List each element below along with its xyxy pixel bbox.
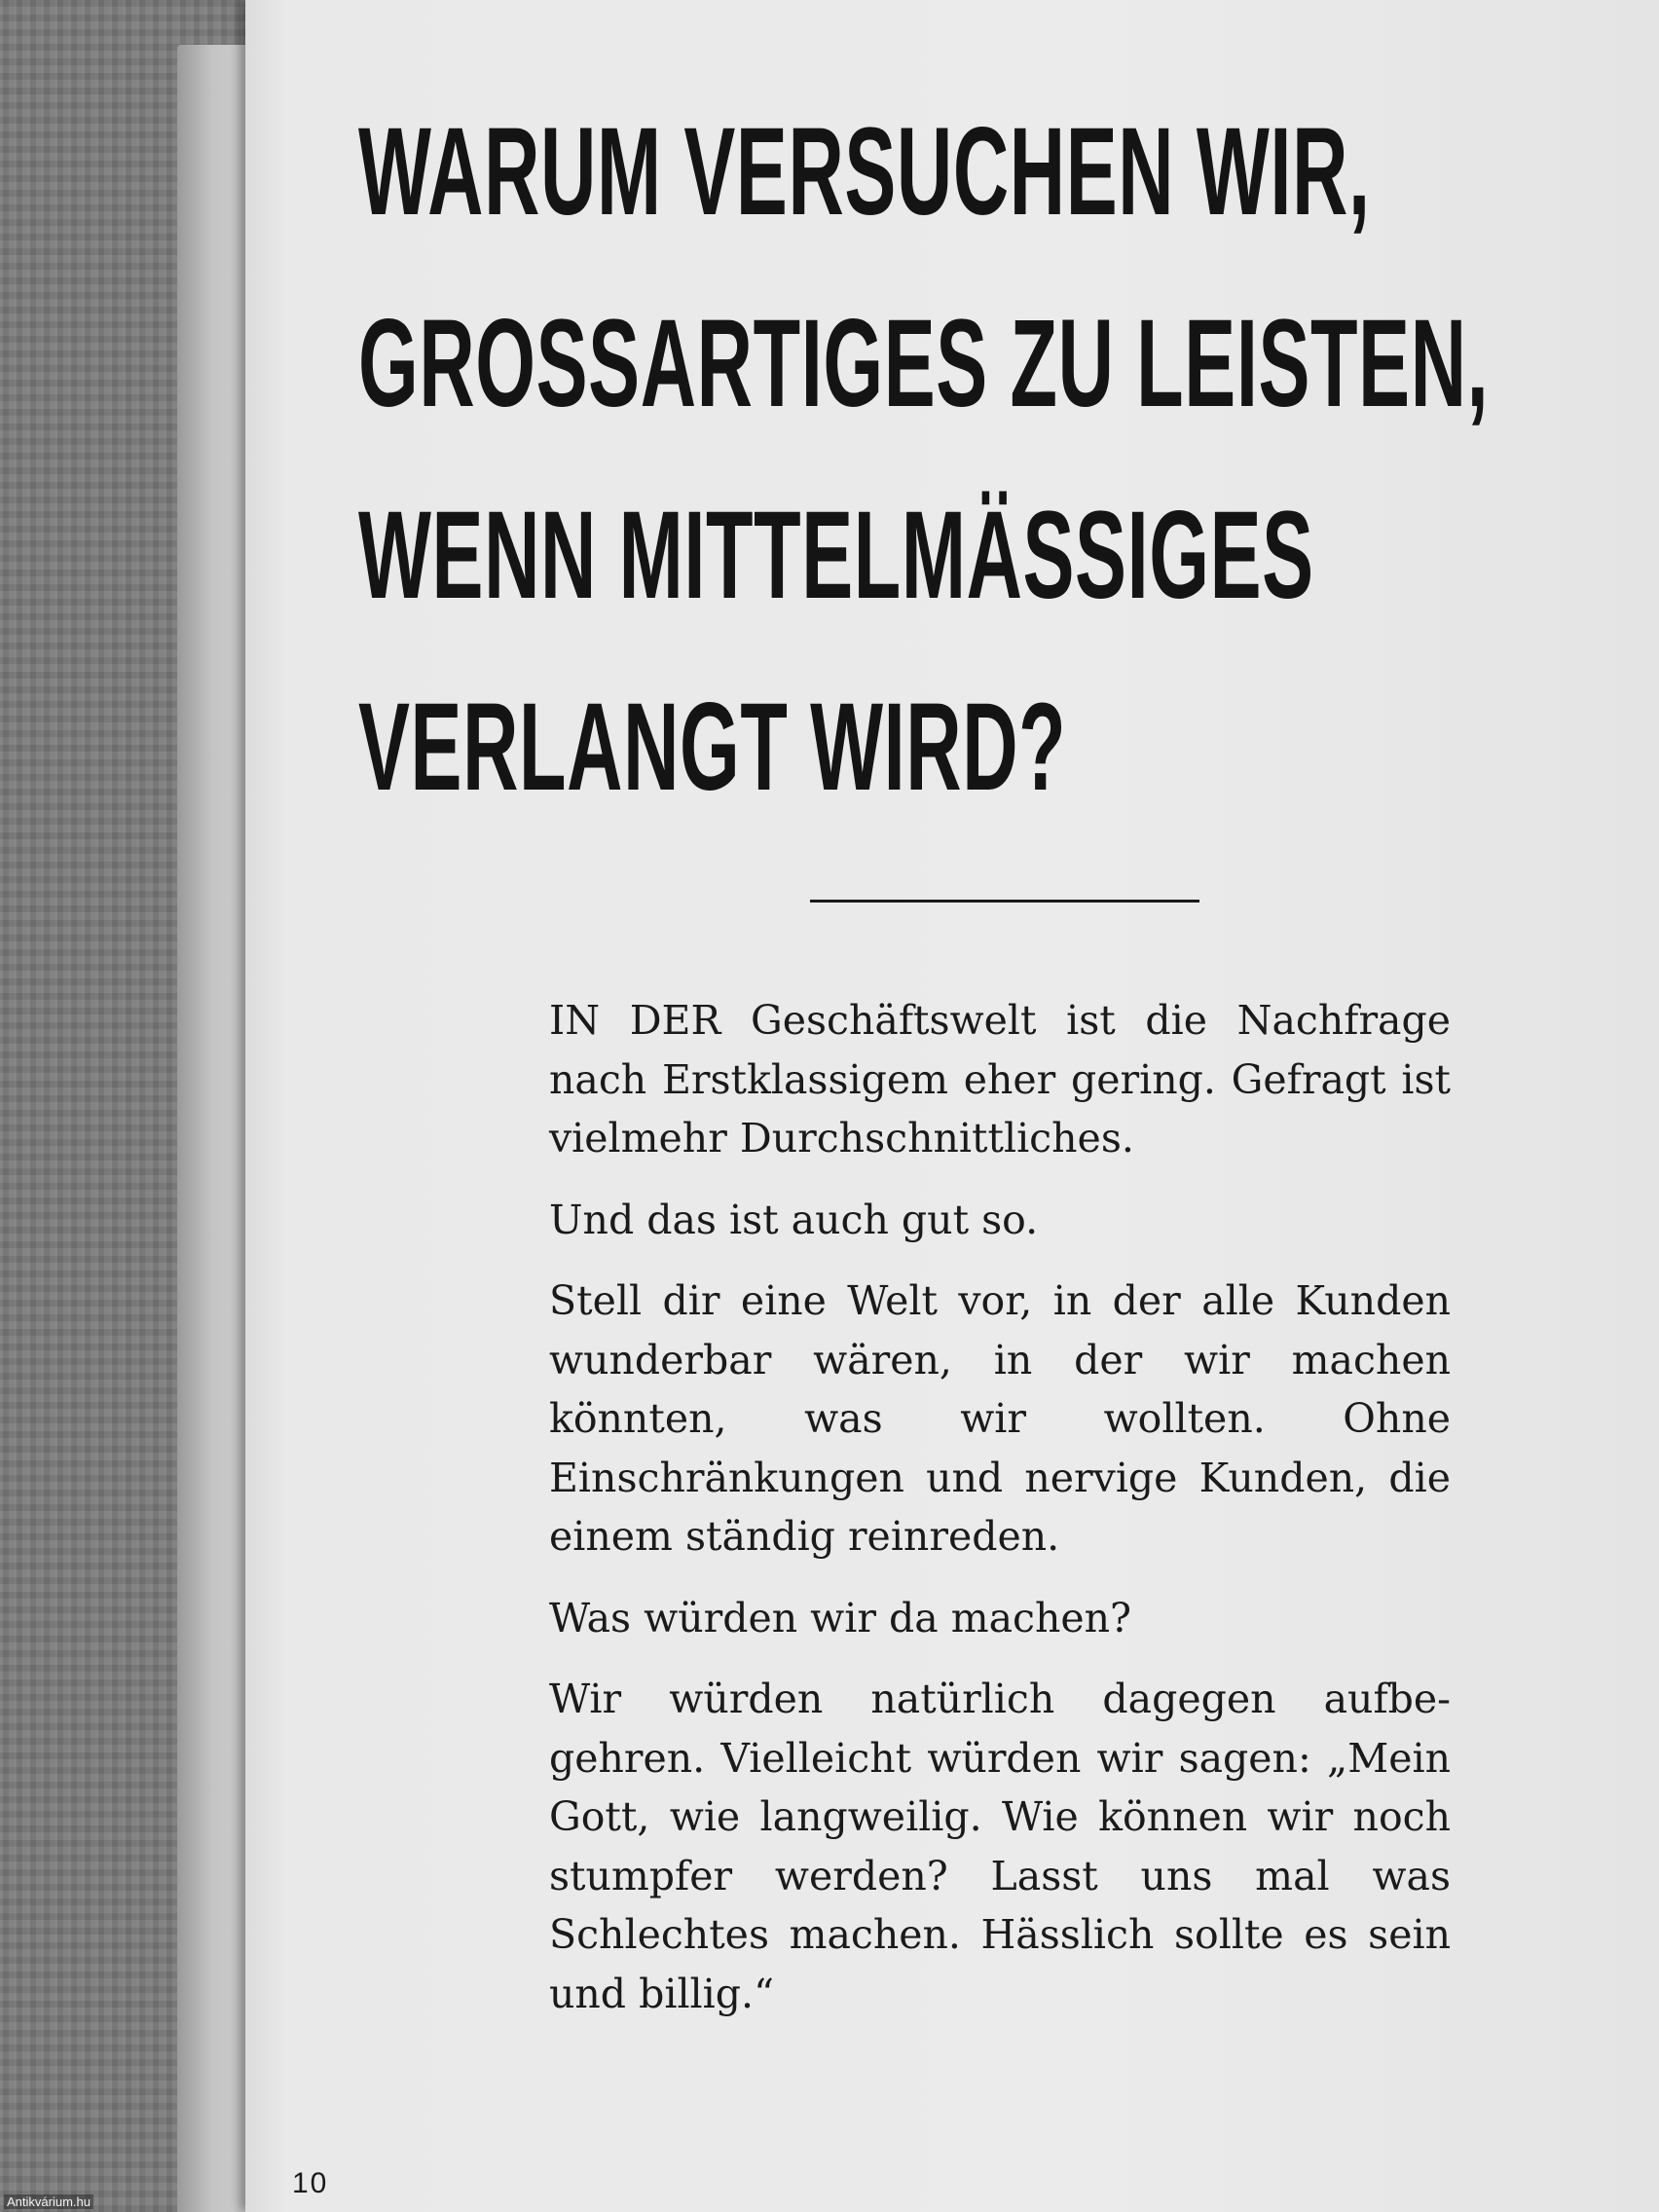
headline-line: VERLANGT WIRD?	[358, 678, 1067, 817]
paragraph: Was würden wir da machen?	[549, 1594, 1132, 1641]
paragraph: Wir würden natürlich dagegen aufbegehren. Vielleicht würden wir sagen: „Mein Gott, wie langweilig. Wie können wir noch stumpfer werden? Lasst uns mal was Schlechtes machen. Hässlich sollte es sein und billig.“	[549, 1676, 1451, 2017]
paragraph: Und das ist auch gut so.	[549, 1196, 1039, 1243]
headline-line: WARUM VERSUCHEN WIR,	[358, 102, 1371, 241]
paragraph: Stell dir eine Welt vor, in der alle Kunden wunderbar wären, in der wir machen könnten, was wir wollten. Ohne Einschränkungen und nervige Kunden, die einem ständig reinreden.	[549, 1277, 1451, 1560]
watermark: Antikvárium.hu	[4, 2194, 93, 2209]
headline-line: WENN MITTELMÄSSIGES	[358, 486, 1314, 625]
page-headline	[358, 76, 1490, 843]
page-number: 10	[292, 2167, 329, 2199]
paragraph: IN DER Geschäftswelt ist die Nachfrage nach Erstklassigem eher gering. Gefragt ist vielmehr Durchschnittliches.	[549, 997, 1451, 1161]
divider-rule	[810, 900, 1199, 903]
book-page	[245, 0, 1659, 2212]
body-text	[549, 991, 1451, 2046]
headline-line: GROSSARTIGES ZU LEISTEN,	[358, 294, 1490, 433]
